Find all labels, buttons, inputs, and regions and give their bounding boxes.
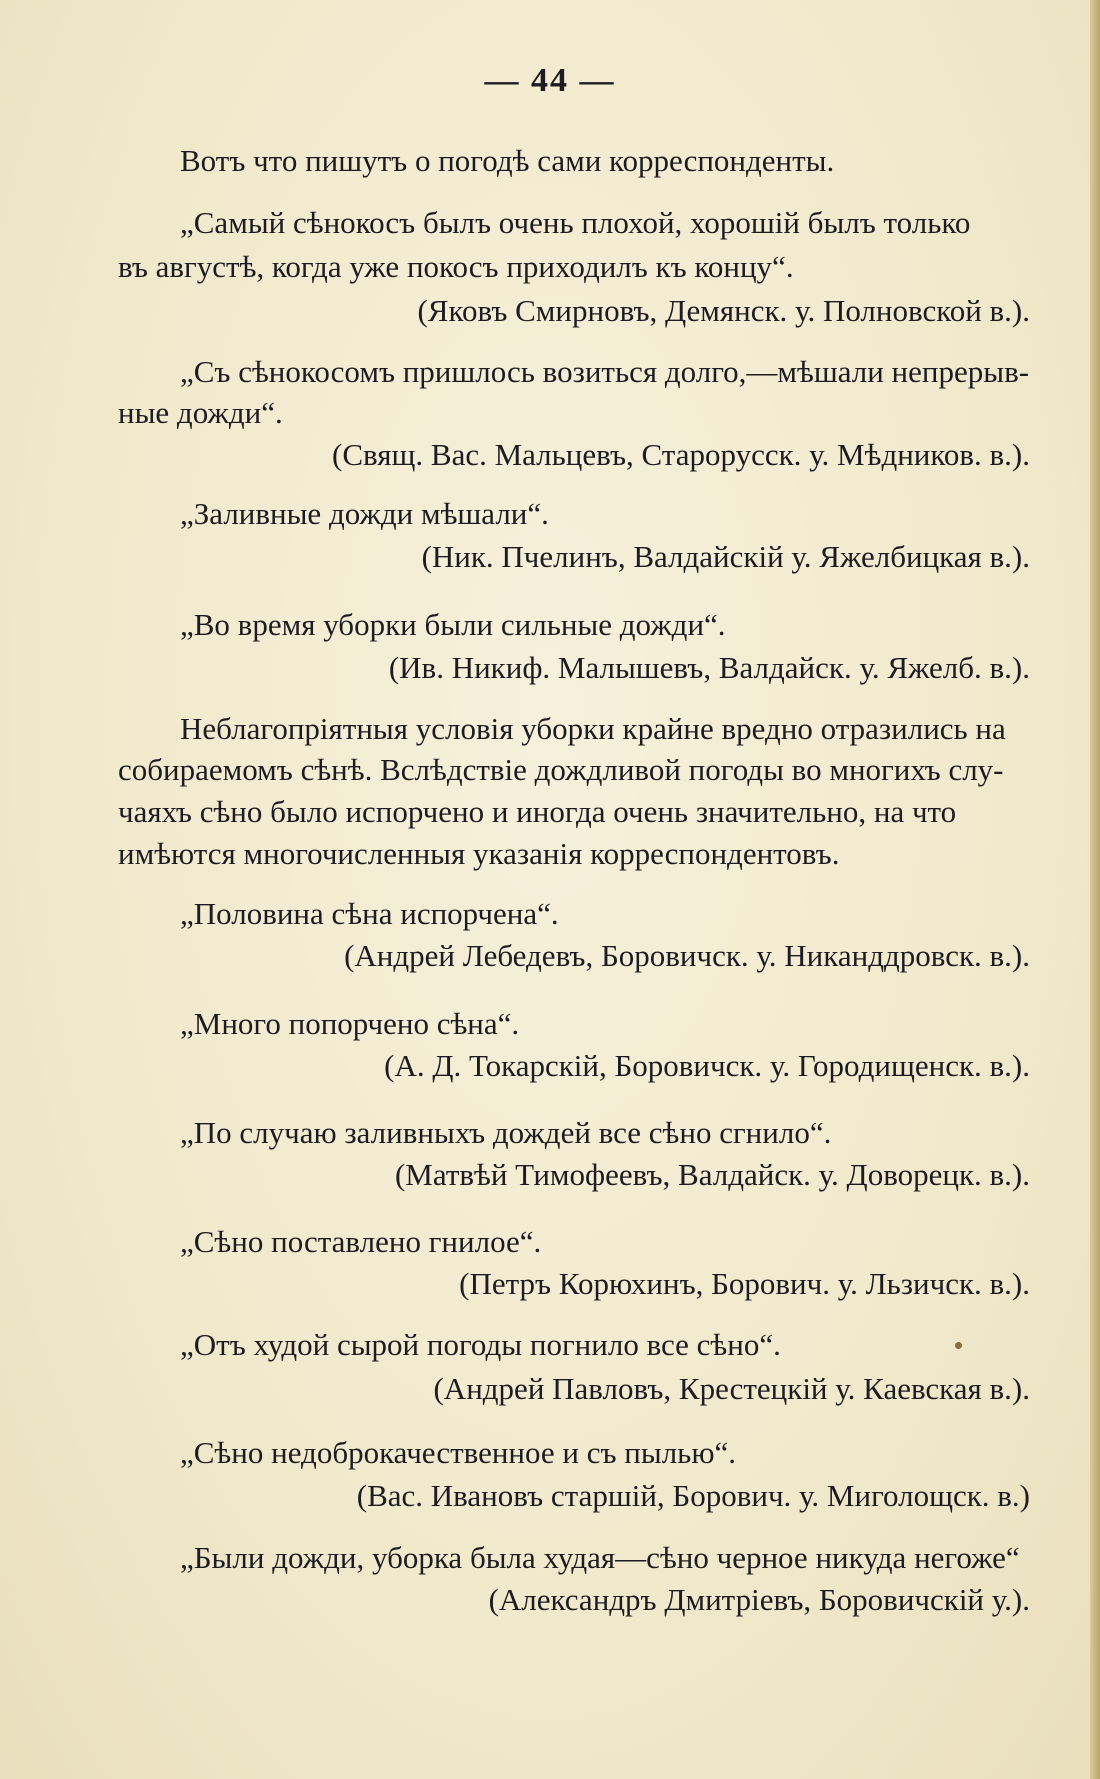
- quote-7-source: (Матвѣй Тимофеевъ, Валдайск. у. Доворецк. в.).: [394, 1157, 1030, 1192]
- quote-5-line-1: „Половина сѣна испорчена“.: [180, 896, 559, 931]
- quote-3-source: (Ник. Пчелинъ, Валдайскій у. Яжелбицкая в.).: [421, 539, 1030, 574]
- quote-8-source: (Петръ Корюхинъ, Борович. у. Льзичск. в.).: [459, 1266, 1030, 1301]
- intro-line: Вотъ что пишутъ о погодѣ сами корреспонденты.: [180, 143, 835, 178]
- quote-1-source: (Яковъ Смирновъ, Демянск. у. Полновской в.).: [417, 293, 1030, 328]
- quote-3-line-1: „Заливные дожди мѣшали“.: [180, 496, 549, 531]
- quote-4-line-1: „Во время уборки были сильные дожди“.: [180, 607, 726, 642]
- paragraph-line-2: собираемомъ сѣнѣ. Вслѣдствіе дождливой погоды во многихъ слу-: [118, 752, 1004, 787]
- paragraph-line-4: имѣются многочисленныя указанія корреспондентовъ.: [118, 836, 840, 871]
- quote-6-source: (А. Д. Токарскій, Боровичск. у. Городищенск. в.).: [384, 1048, 1030, 1083]
- quote-1-line-2: въ августѣ, когда уже покосъ приходилъ къ концу“.: [118, 249, 794, 284]
- quote-8-line-1: „Сѣно поставлено гнилое“.: [180, 1224, 542, 1259]
- quote-2-source: (Свящ. Вас. Мальцевъ, Старорусск. у. Мѣдников. в.).: [332, 437, 1030, 472]
- quote-5-source: (Андрей Лебедевъ, Боровичск. у. Никанддровск. в.).: [344, 938, 1030, 973]
- quote-9-source: (Андрей Павловъ, Крестецкій у. Каевская в.).: [433, 1371, 1030, 1406]
- quote-7-line-1: „По случаю заливныхъ дождей все сѣно сгнило“.: [180, 1115, 832, 1150]
- paragraph-line-3: чаяхъ сѣно было испорчено и иногда очень значительно, на что: [118, 794, 957, 829]
- quote-11-line-1: „Были дожди, уборка была худая—сѣно черное никуда негоже“: [180, 1540, 1020, 1575]
- quote-4-source: (Ив. Никиф. Малышевъ, Валдайск. у. Яжелб. в.).: [388, 650, 1030, 685]
- quote-2-line-1: „Съ сѣнокосомъ пришлось возиться долго,—мѣшали непрерыв-: [180, 354, 1030, 389]
- quote-10-line-1: „Сѣно недоброкачественное и съ пылью“.: [180, 1435, 736, 1470]
- quote-1-line-1: „Самый сѣнокосъ былъ очень плохой, хорошій былъ только: [180, 205, 971, 240]
- paragraph-line-1: Неблагопріятныя условія уборки крайне вредно отразились на: [180, 711, 1006, 746]
- ink-spot: [955, 1342, 962, 1349]
- page-number: — 44 —: [484, 62, 616, 99]
- page-edge: [1090, 0, 1100, 1779]
- quote-6-line-1: „Много попорчено сѣна“.: [180, 1006, 520, 1041]
- quote-9-line-1: „Отъ худой сырой погоды погнило все сѣно“.: [180, 1327, 781, 1362]
- quote-2-line-2: ные дожди“.: [118, 395, 283, 430]
- quote-10-source: (Вас. Ивановъ старшій, Борович. у. Миголощск. в.): [356, 1478, 1030, 1513]
- quote-11-source: (Александръ Дмитріевъ, Боровичскій у.).: [488, 1582, 1030, 1617]
